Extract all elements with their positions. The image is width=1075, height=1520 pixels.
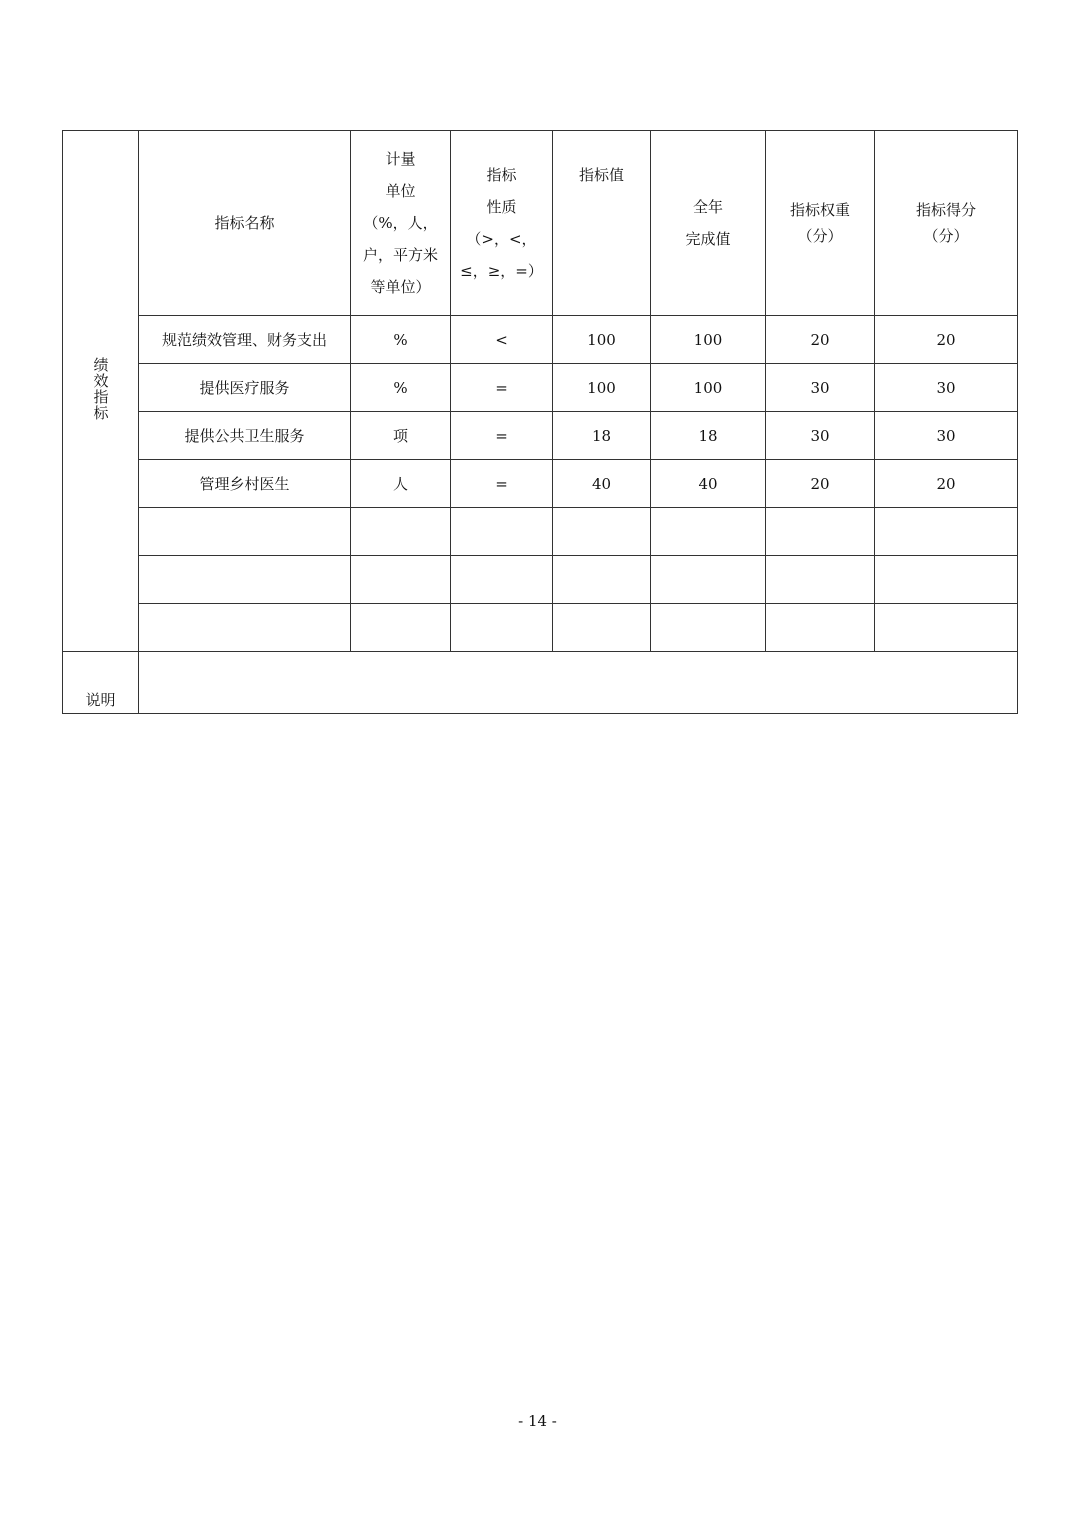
cell-completed: [651, 604, 766, 652]
cell-completed: [651, 508, 766, 556]
cell-completed: 100: [651, 364, 766, 412]
cell-name: [139, 556, 351, 604]
cell-score: 30: [875, 412, 1018, 460]
cell-nature: [451, 508, 553, 556]
note-row: [63, 652, 1018, 714]
cell-unit: [351, 604, 451, 652]
section-label-cell: [63, 131, 139, 652]
cell-name: 提供医疗服务: [139, 364, 351, 412]
header-weight: 指标权重 （分）: [766, 131, 875, 316]
cell-name: 规范绩效管理、财务支出: [139, 316, 351, 364]
cell-score: [875, 556, 1018, 604]
page-number: - 14 -: [518, 1412, 557, 1430]
cell-nature: =: [451, 460, 553, 508]
cell-value: 100: [553, 316, 651, 364]
table-row: [63, 316, 1018, 364]
table-row: [63, 556, 1018, 604]
header-unit: 计量 单位 （%，人， 户，平方米 等单位）: [351, 131, 451, 316]
note-label: 说明: [63, 652, 139, 714]
cell-value: 40: [553, 460, 651, 508]
cell-name: 管理乡村医生: [139, 460, 351, 508]
header-name: 指标名称: [139, 131, 351, 316]
cell-weight: 20: [766, 460, 875, 508]
table-row: [63, 364, 1018, 412]
cell-score: 30: [875, 364, 1018, 412]
cell-unit: %: [351, 316, 451, 364]
cell-completed: 100: [651, 316, 766, 364]
cell-nature: =: [451, 412, 553, 460]
cell-name: 提供公共卫生服务: [139, 412, 351, 460]
cell-value: [553, 508, 651, 556]
cell-score: 20: [875, 316, 1018, 364]
cell-weight: [766, 556, 875, 604]
section-label: 绩效指标: [91, 357, 110, 421]
cell-value: 100: [553, 364, 651, 412]
cell-value: [553, 556, 651, 604]
note-content: [139, 652, 1018, 714]
cell-weight: 30: [766, 412, 875, 460]
cell-nature: [451, 604, 553, 652]
cell-weight: 30: [766, 364, 875, 412]
header-nature: 指标 性质 （>，<， ≤，≥，=）: [451, 131, 553, 316]
header-row: [63, 131, 1018, 316]
cell-weight: 20: [766, 316, 875, 364]
cell-name: [139, 508, 351, 556]
table-row: [63, 604, 1018, 652]
cell-completed: 18: [651, 412, 766, 460]
cell-unit: 项: [351, 412, 451, 460]
cell-score: [875, 604, 1018, 652]
cell-name: [139, 604, 351, 652]
cell-weight: [766, 508, 875, 556]
cell-nature: [451, 556, 553, 604]
cell-unit: [351, 556, 451, 604]
header-score: 指标得分 （分）: [875, 131, 1018, 316]
cell-unit: %: [351, 364, 451, 412]
header-value: 指标值: [553, 131, 651, 316]
cell-completed: 40: [651, 460, 766, 508]
performance-indicator-table: [62, 130, 1018, 714]
cell-unit: [351, 508, 451, 556]
cell-score: 20: [875, 460, 1018, 508]
cell-score: [875, 508, 1018, 556]
cell-value: 18: [553, 412, 651, 460]
cell-nature: <: [451, 316, 553, 364]
cell-unit: 人: [351, 460, 451, 508]
cell-completed: [651, 556, 766, 604]
header-completed: 全年 完成值: [651, 131, 766, 316]
cell-value: [553, 604, 651, 652]
cell-nature: =: [451, 364, 553, 412]
table-row: [63, 460, 1018, 508]
cell-weight: [766, 604, 875, 652]
table-row: [63, 508, 1018, 556]
table-row: [63, 412, 1018, 460]
